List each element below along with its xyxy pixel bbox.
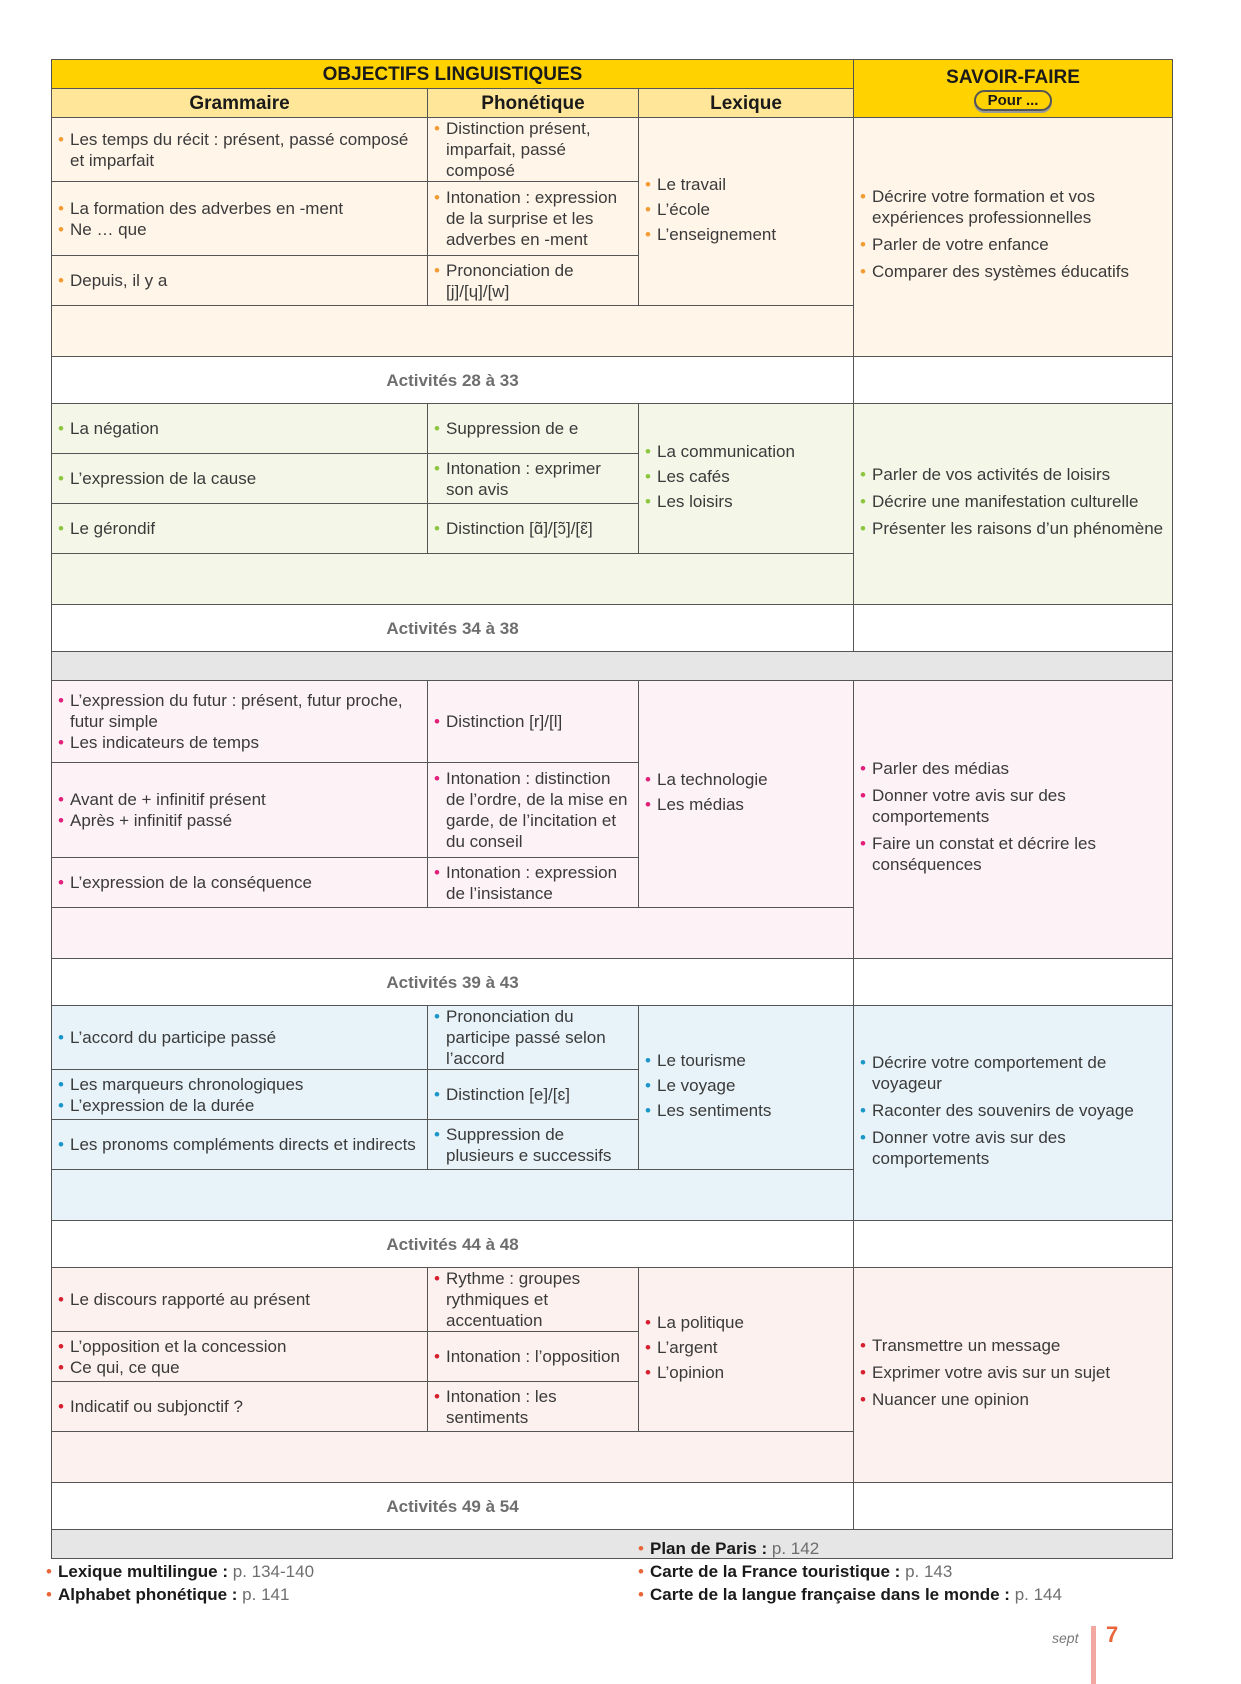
savoir-faire-cell xyxy=(854,1006,1173,1221)
phonetique-cell xyxy=(428,404,639,454)
activites-label: Activités 39 à 43 xyxy=(52,959,854,1006)
objectifs-header: OBJECTIFS LINGUISTIQUES xyxy=(52,60,854,89)
phonetique-item: • Distinction [r]/[l] xyxy=(434,711,632,732)
units-body xyxy=(52,118,1173,1559)
unit-row xyxy=(52,404,1173,454)
grammaire-cell xyxy=(52,681,428,763)
savoir-faire-item: • Faire un constat et décrire les conséquences xyxy=(860,833,1166,875)
lexique-item: • L’école xyxy=(645,199,847,220)
activites-row xyxy=(52,1483,1173,1530)
grammaire-item: • L’expression du futur : présent, futur proche, futur simple xyxy=(58,690,421,732)
savoir-faire-cell xyxy=(854,118,1173,357)
grammaire-item: • Les indicateurs de temps xyxy=(58,732,421,753)
lexique-item: • Les sentiments xyxy=(645,1100,847,1121)
phonetique-item: • Intonation : exprimer son avis xyxy=(434,458,632,500)
grammaire-item: • Après + infinitif passé xyxy=(58,810,421,831)
grammaire-cell xyxy=(52,504,428,554)
savoir-faire-cell xyxy=(854,681,1173,959)
grey-separator-row xyxy=(52,652,1173,681)
lexique-cell xyxy=(639,1268,854,1432)
activites-row xyxy=(52,959,1173,1006)
phonetique-cell xyxy=(428,504,639,554)
activites-label: Activités 44 à 48 xyxy=(52,1221,854,1268)
grammaire-item: • L’expression de la conséquence xyxy=(58,872,421,893)
page-number: 7 xyxy=(1106,1622,1119,1647)
grammaire-cell xyxy=(52,763,428,858)
phonetique-item: • Intonation : distinction de l’ordre, de la mise en garde, de l’incitation et du conseil xyxy=(434,768,632,852)
footer-bar xyxy=(1091,1626,1096,1684)
grammaire-item: • Avant de + infinitif présent xyxy=(58,789,421,810)
grammaire-item: • Le gérondif xyxy=(58,518,421,539)
savoir-faire-item: • Parler des médias xyxy=(860,758,1166,779)
grammaire-cell xyxy=(52,454,428,504)
activites-row xyxy=(52,1221,1173,1268)
references-left xyxy=(46,1560,314,1606)
phonetique-cell xyxy=(428,763,639,858)
lexique-item: • Les loisirs xyxy=(645,491,847,512)
phonetique-cell xyxy=(428,1070,639,1120)
activites-empty-cell xyxy=(854,605,1173,652)
phonetique-cell xyxy=(428,1382,639,1432)
activites-label: Activités 49 à 54 xyxy=(52,1483,854,1530)
grammaire-item: • L’expression de la durée xyxy=(58,1095,421,1116)
phonetique-item: • Intonation : les sentiments xyxy=(434,1386,632,1428)
grammaire-cell xyxy=(52,256,428,306)
phonetique-item: • Intonation : l’opposition xyxy=(434,1346,632,1367)
grammaire-cell xyxy=(52,1382,428,1432)
phonetique-item: • Distinction présent, imparfait, passé composé xyxy=(434,118,632,181)
pour-badge: Pour ... xyxy=(974,90,1053,111)
lexique-cell xyxy=(639,404,854,554)
phonetique-item: • Prononciation de [j]/[ɥ]/[w] xyxy=(434,260,632,302)
grammaire-item: • L’expression de la cause xyxy=(58,468,421,489)
grammaire-item: • La formation des adverbes en -ment xyxy=(58,198,421,219)
phonetique-cell xyxy=(428,454,639,504)
references-right xyxy=(638,1537,1062,1606)
grammaire-item: • La négation xyxy=(58,418,421,439)
savoir-faire-item: • Présenter les raisons d’un phénomène xyxy=(860,518,1166,539)
lexique-header: Lexique xyxy=(639,89,854,118)
phonetique-header: Phonétique xyxy=(428,89,639,118)
unit-spacer xyxy=(52,1432,854,1483)
savoir-faire-item: • Nuancer une opinion xyxy=(860,1389,1166,1410)
grammaire-cell xyxy=(52,1268,428,1332)
grammaire-item: • Depuis, il y a xyxy=(58,270,421,291)
reference-item: • Carte de la France touristique : p. 143 xyxy=(638,1560,1062,1583)
grammaire-cell xyxy=(52,118,428,182)
activites-row xyxy=(52,357,1173,404)
grammaire-cell xyxy=(52,858,428,908)
unit-spacer xyxy=(52,908,854,959)
grammaire-cell xyxy=(52,1332,428,1382)
phonetique-cell xyxy=(428,1006,639,1070)
lexique-item: • L’argent xyxy=(645,1337,847,1358)
phonetique-item: • Distinction [e]/[ɛ] xyxy=(434,1084,632,1105)
savoir-faire-item: • Décrire une manifestation culturelle xyxy=(860,491,1166,512)
grammaire-cell xyxy=(52,1070,428,1120)
unit-spacer xyxy=(52,306,854,357)
phonetique-item: • Prononciation du participe passé selon l’accord xyxy=(434,1006,632,1069)
phonetique-item: • Distinction [ɑ̃]/[ɔ̃]/[ɛ̃] xyxy=(434,518,632,539)
savoir-faire-item: • Donner votre avis sur des comportements xyxy=(860,785,1166,827)
phonetique-cell xyxy=(428,256,639,306)
unit-row xyxy=(52,1006,1173,1070)
reference-item: • Plan de Paris : p. 142 xyxy=(638,1537,1062,1560)
activites-empty-cell xyxy=(854,1221,1173,1268)
phonetique-item: • Intonation : expression de l’insistance xyxy=(434,862,632,904)
reference-item: • Carte de la langue française dans le monde : p. 144 xyxy=(638,1583,1062,1606)
phonetique-cell xyxy=(428,681,639,763)
lexique-item: • Le voyage xyxy=(645,1075,847,1096)
lexique-item: • Le tourisme xyxy=(645,1050,847,1071)
grey-separator xyxy=(52,652,1173,681)
phonetique-cell xyxy=(428,118,639,182)
lexique-item: • Le travail xyxy=(645,174,847,195)
grammaire-header: Grammaire xyxy=(52,89,428,118)
lexique-item: • La communication xyxy=(645,441,847,462)
reference-item: • Alphabet phonétique : p. 141 xyxy=(46,1583,314,1606)
grammaire-cell xyxy=(52,1006,428,1070)
savoir-faire-header xyxy=(854,60,1173,118)
phonetique-item: • Suppression de e xyxy=(434,418,632,439)
phonetique-cell xyxy=(428,182,639,256)
reference-item: • Lexique multilingue : p. 134-140 xyxy=(46,1560,314,1583)
savoir-faire-item: • Parler de votre enfance xyxy=(860,234,1166,255)
lexique-cell xyxy=(639,118,854,306)
phonetique-cell xyxy=(428,1268,639,1332)
activites-label: Activités 28 à 33 xyxy=(52,357,854,404)
unit-spacer xyxy=(52,1170,854,1221)
savoir-faire-item: • Exprimer votre avis sur un sujet xyxy=(860,1362,1166,1383)
phonetique-cell xyxy=(428,858,639,908)
lexique-item: • Les médias xyxy=(645,794,847,815)
unit-row xyxy=(52,118,1173,182)
grammaire-item: • Le discours rapporté au présent xyxy=(58,1289,421,1310)
grammaire-item: • Les pronoms compléments directs et indirects xyxy=(58,1134,421,1155)
grammaire-item: • L’opposition et la concession xyxy=(58,1336,421,1357)
program-table xyxy=(51,59,1173,1559)
savoir-faire-item: • Transmettre un message xyxy=(860,1335,1166,1356)
savoir-faire-item: • Décrire votre comportement de voyageur xyxy=(860,1052,1166,1094)
lexique-item: • L’enseignement xyxy=(645,224,847,245)
phonetique-item: • Rythme : groupes rythmiques et accentuation xyxy=(434,1268,632,1331)
savoir-faire-cell xyxy=(854,404,1173,605)
activites-empty-cell xyxy=(854,357,1173,404)
activites-empty-cell xyxy=(854,1483,1173,1530)
unit-spacer xyxy=(52,554,854,605)
savoir-faire-item: • Donner votre avis sur des comportements xyxy=(860,1127,1166,1169)
phonetique-cell xyxy=(428,1332,639,1382)
unit-row xyxy=(52,1268,1173,1332)
lexique-item: • L’opinion xyxy=(645,1362,847,1383)
savoir-faire-item: • Comparer des systèmes éducatifs xyxy=(860,261,1166,282)
lexique-item: • Les cafés xyxy=(645,466,847,487)
grammaire-cell xyxy=(52,1120,428,1170)
grammaire-cell xyxy=(52,404,428,454)
activites-label: Activités 34 à 38 xyxy=(52,605,854,652)
lexique-item: • La politique xyxy=(645,1312,847,1333)
phonetique-cell xyxy=(428,1120,639,1170)
activites-empty-cell xyxy=(854,959,1173,1006)
lexique-item: • La technologie xyxy=(645,769,847,790)
program-table-wrapper xyxy=(51,59,1172,1559)
phonetique-item: • Intonation : expression de la surprise et les adverbes en -ment xyxy=(434,187,632,250)
grammaire-item: • L’accord du participe passé xyxy=(58,1027,421,1048)
savoir-faire-item: • Raconter des souvenirs de voyage xyxy=(860,1100,1166,1121)
savoir-faire-item: • Décrire votre formation et vos expériences professionnelles xyxy=(860,186,1166,228)
lexique-cell xyxy=(639,1006,854,1170)
phonetique-item: • Suppression de plusieurs e successifs xyxy=(434,1124,632,1166)
unit-row xyxy=(52,681,1173,763)
page-word: sept xyxy=(1052,1630,1079,1646)
savoir-faire-item: • Parler de vos activités de loisirs xyxy=(860,464,1166,485)
grammaire-item: • Les temps du récit : présent, passé composé et imparfait xyxy=(58,129,421,171)
grammaire-item: • Ce qui, ce que xyxy=(58,1357,421,1378)
grammaire-item: • Les marqueurs chronologiques xyxy=(58,1074,421,1095)
grammaire-cell xyxy=(52,182,428,256)
grammaire-item: • Ne … que xyxy=(58,219,421,240)
activites-row xyxy=(52,605,1173,652)
grammaire-item: • Indicatif ou subjonctif ? xyxy=(58,1396,421,1417)
savoir-faire-title: SAVOIR-FAIRE xyxy=(946,66,1080,88)
lexique-cell xyxy=(639,681,854,908)
savoir-faire-cell xyxy=(854,1268,1173,1483)
